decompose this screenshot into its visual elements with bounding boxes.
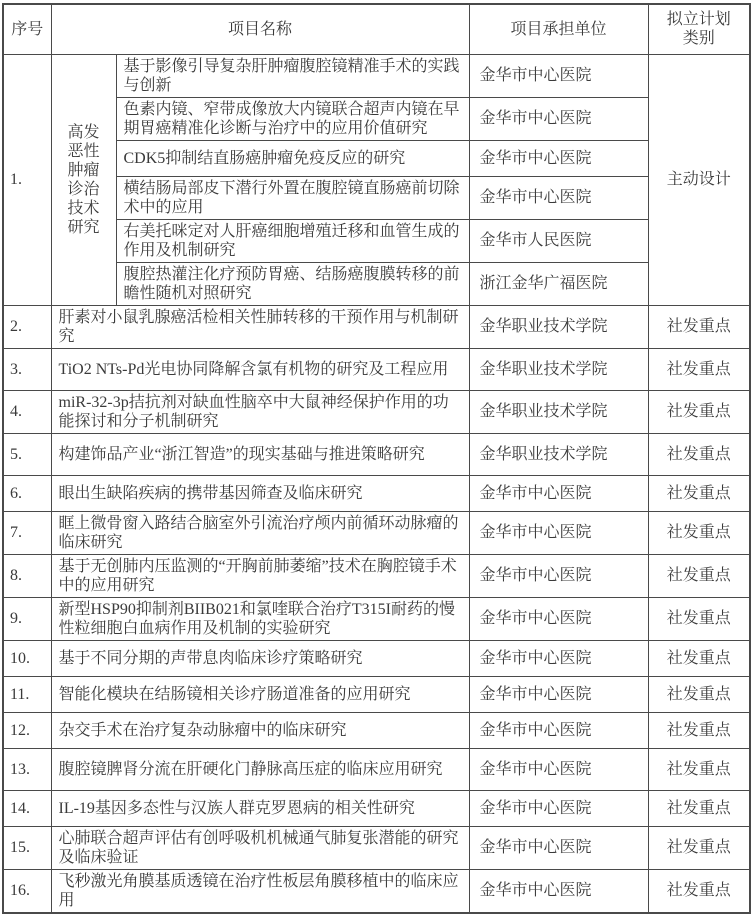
header-project-name: 项目名称 — [51, 4, 469, 54]
table-row — [3, 97, 750, 140]
project-title-cell: TiO2 NTs-Pd光电协同降解含氯有机物的研究及工程应用 — [51, 348, 469, 390]
org-cell: 金华市中心医院 — [469, 554, 648, 597]
org-cell: 金华市中心医院 — [469, 640, 648, 676]
table-row — [3, 790, 750, 826]
serial-cell: 2. — [3, 305, 51, 348]
serial-cell: 11. — [3, 676, 51, 712]
org-cell: 金华市中心医院 — [469, 748, 648, 790]
category-cell: 社发重点 — [648, 826, 750, 869]
org-cell: 金华市人民医院 — [469, 219, 648, 262]
serial-cell: 15. — [3, 826, 51, 869]
category-cell: 社发重点 — [648, 676, 750, 712]
org-cell: 金华职业技术学院 — [469, 433, 648, 475]
serial-cell: 12. — [3, 712, 51, 748]
serial-cell: 16. — [3, 869, 51, 913]
serial-cell: 3. — [3, 348, 51, 390]
group-label-line: 研究 — [67, 218, 100, 236]
table-row — [3, 390, 750, 433]
org-cell: 金华市中心医院 — [469, 176, 648, 219]
org-cell: 金华市中心医院 — [469, 54, 648, 97]
group-label-line: 技术 — [67, 199, 100, 217]
table-row — [3, 54, 750, 97]
project-title-cell: 心肺联合超声评估有创呼吸机机械通气肺复张潜能的研究及临床验证 — [51, 826, 469, 869]
category-cell: 社发重点 — [648, 475, 750, 511]
project-title-cell: 构建饰品产业“浙江智造”的现实基础与推进策略研究 — [51, 433, 469, 475]
category-cell: 社发重点 — [648, 869, 750, 913]
category-cell: 社发重点 — [648, 790, 750, 826]
serial-cell: 10. — [3, 640, 51, 676]
project-title-cell: 腹腔镜脾肾分流在肝硬化门静脉高压症的临床应用研究 — [51, 748, 469, 790]
table-row — [3, 748, 750, 790]
table-row — [3, 433, 750, 475]
project-title-cell: 基于不同分期的声带息肉临床诊疗策略研究 — [51, 640, 469, 676]
project-title-cell: 眼出生缺陷疾病的携带基因筛查及临床研究 — [51, 475, 469, 511]
project-title-cell: miR-32-3p拮抗剂对缺血性脑卒中大鼠神经保护作用的功能探讨和分子机制研究 — [51, 390, 469, 433]
category-cell: 社发重点 — [648, 348, 750, 390]
table-row — [3, 176, 750, 219]
table-row — [3, 597, 750, 640]
org-cell: 金华市中心医院 — [469, 511, 648, 554]
header-plan-category-line1: 拟立计划 — [666, 11, 731, 29]
project-title-cell: 基于无创肺内压监测的“开胸前肺萎缩”技术在胸腔镜手术中的应用研究 — [51, 554, 469, 597]
category-cell: 社发重点 — [648, 305, 750, 348]
table-row — [3, 305, 750, 348]
org-cell: 金华市中心医院 — [469, 826, 648, 869]
category-cell: 社发重点 — [648, 712, 750, 748]
category-cell: 社发重点 — [648, 390, 750, 433]
table-row — [3, 348, 750, 390]
org-cell: 金华市中心医院 — [469, 140, 648, 176]
header-undertaking-org: 项目承担单位 — [469, 4, 648, 54]
org-cell: 金华职业技术学院 — [469, 390, 648, 433]
org-cell: 浙江金华广福医院 — [469, 262, 648, 305]
table-row — [3, 511, 750, 554]
project-title-cell: IL-19基因多态性与汉族人群克罗恩病的相关性研究 — [51, 790, 469, 826]
serial-cell: 14. — [3, 790, 51, 826]
serial-cell: 13. — [3, 748, 51, 790]
project-title-cell: 右美托咪定对人肝癌细胞增殖迁移和血管生成的作用及机制研究 — [116, 219, 469, 262]
serial-cell: 1. — [3, 54, 51, 305]
org-cell: 金华市中心医院 — [469, 475, 648, 511]
project-title-cell: CDK5抑制结直肠癌肿瘤免疫反应的研究 — [116, 140, 469, 176]
project-title-cell: 肝素对小鼠乳腺癌活检相关性肺转移的干预作用与机制研究 — [51, 305, 469, 348]
group-label-line: 高发 — [67, 123, 100, 141]
serial-cell: 7. — [3, 511, 51, 554]
table-row — [3, 712, 750, 748]
org-cell: 金华市中心医院 — [469, 597, 648, 640]
serial-cell: 9. — [3, 597, 51, 640]
project-approval-table — [2, 3, 751, 914]
table-row — [3, 262, 750, 305]
serial-cell: 5. — [3, 433, 51, 475]
serial-cell: 8. — [3, 554, 51, 597]
category-cell: 社发重点 — [648, 640, 750, 676]
org-cell: 金华职业技术学院 — [469, 348, 648, 390]
project-title-cell: 新型HSP90抑制剂BIIB021和氯喹联合治疗T315I耐药的慢性粒细胞白血病作用及机制的实验研究 — [51, 597, 469, 640]
project-title-cell: 杂交手术在治疗复杂动脉瘤中的临床研究 — [51, 712, 469, 748]
project-title-cell: 智能化模块在结肠镜相关诊疗肠道准备的应用研究 — [51, 676, 469, 712]
project-title-cell: 横结肠局部皮下潜行外置在腹腔镜直肠癌前切除术中的应用 — [116, 176, 469, 219]
header-serial: 序号 — [3, 4, 51, 54]
group-label-cell — [51, 54, 116, 305]
group-label-line: 诊治 — [67, 180, 100, 198]
table-row — [3, 640, 750, 676]
org-cell: 金华市中心医院 — [469, 790, 648, 826]
category-cell: 社发重点 — [648, 433, 750, 475]
category-cell: 社发重点 — [648, 554, 750, 597]
project-title-cell: 基于影像引导复杂肝肿瘤腹腔镜精准手术的实践与创新 — [116, 54, 469, 97]
table-row — [3, 475, 750, 511]
org-cell: 金华市中心医院 — [469, 676, 648, 712]
group-label-line: 肿瘤 — [67, 161, 100, 179]
project-title-cell: 腹腔热灌注化疗预防胃癌、结肠癌腹膜转移的前瞻性随机对照研究 — [116, 262, 469, 305]
category-cell: 社发重点 — [648, 511, 750, 554]
table-row — [3, 554, 750, 597]
group-label-line: 恶性 — [67, 142, 100, 160]
table-row — [3, 869, 750, 913]
project-title-cell: 眶上微骨窗入路结合脑室外引流治疗颅内前循环动脉瘤的临床研究 — [51, 511, 469, 554]
serial-cell: 6. — [3, 475, 51, 511]
header-plan-category — [648, 4, 750, 54]
project-title-cell: 飞秒激光角膜基质透镜在治疗性板层角膜移植中的临床应用 — [51, 869, 469, 913]
category-cell: 主动设计 — [648, 54, 750, 305]
org-cell: 金华市中心医院 — [469, 97, 648, 140]
org-cell: 金华职业技术学院 — [469, 305, 648, 348]
serial-cell: 4. — [3, 390, 51, 433]
header-plan-category-line2: 类别 — [682, 30, 715, 48]
project-title-cell: 色素内镜、窄带成像放大内镜联合超声内镜在早期胃癌精准化诊断与治疗中的应用价值研究 — [116, 97, 469, 140]
table-header-row — [3, 4, 750, 54]
category-cell: 社发重点 — [648, 597, 750, 640]
table-row — [3, 826, 750, 869]
org-cell: 金华市中心医院 — [469, 712, 648, 748]
table-row — [3, 676, 750, 712]
org-cell: 金华市中心医院 — [469, 869, 648, 913]
category-cell: 社发重点 — [648, 748, 750, 790]
table-row — [3, 219, 750, 262]
table-row — [3, 140, 750, 176]
